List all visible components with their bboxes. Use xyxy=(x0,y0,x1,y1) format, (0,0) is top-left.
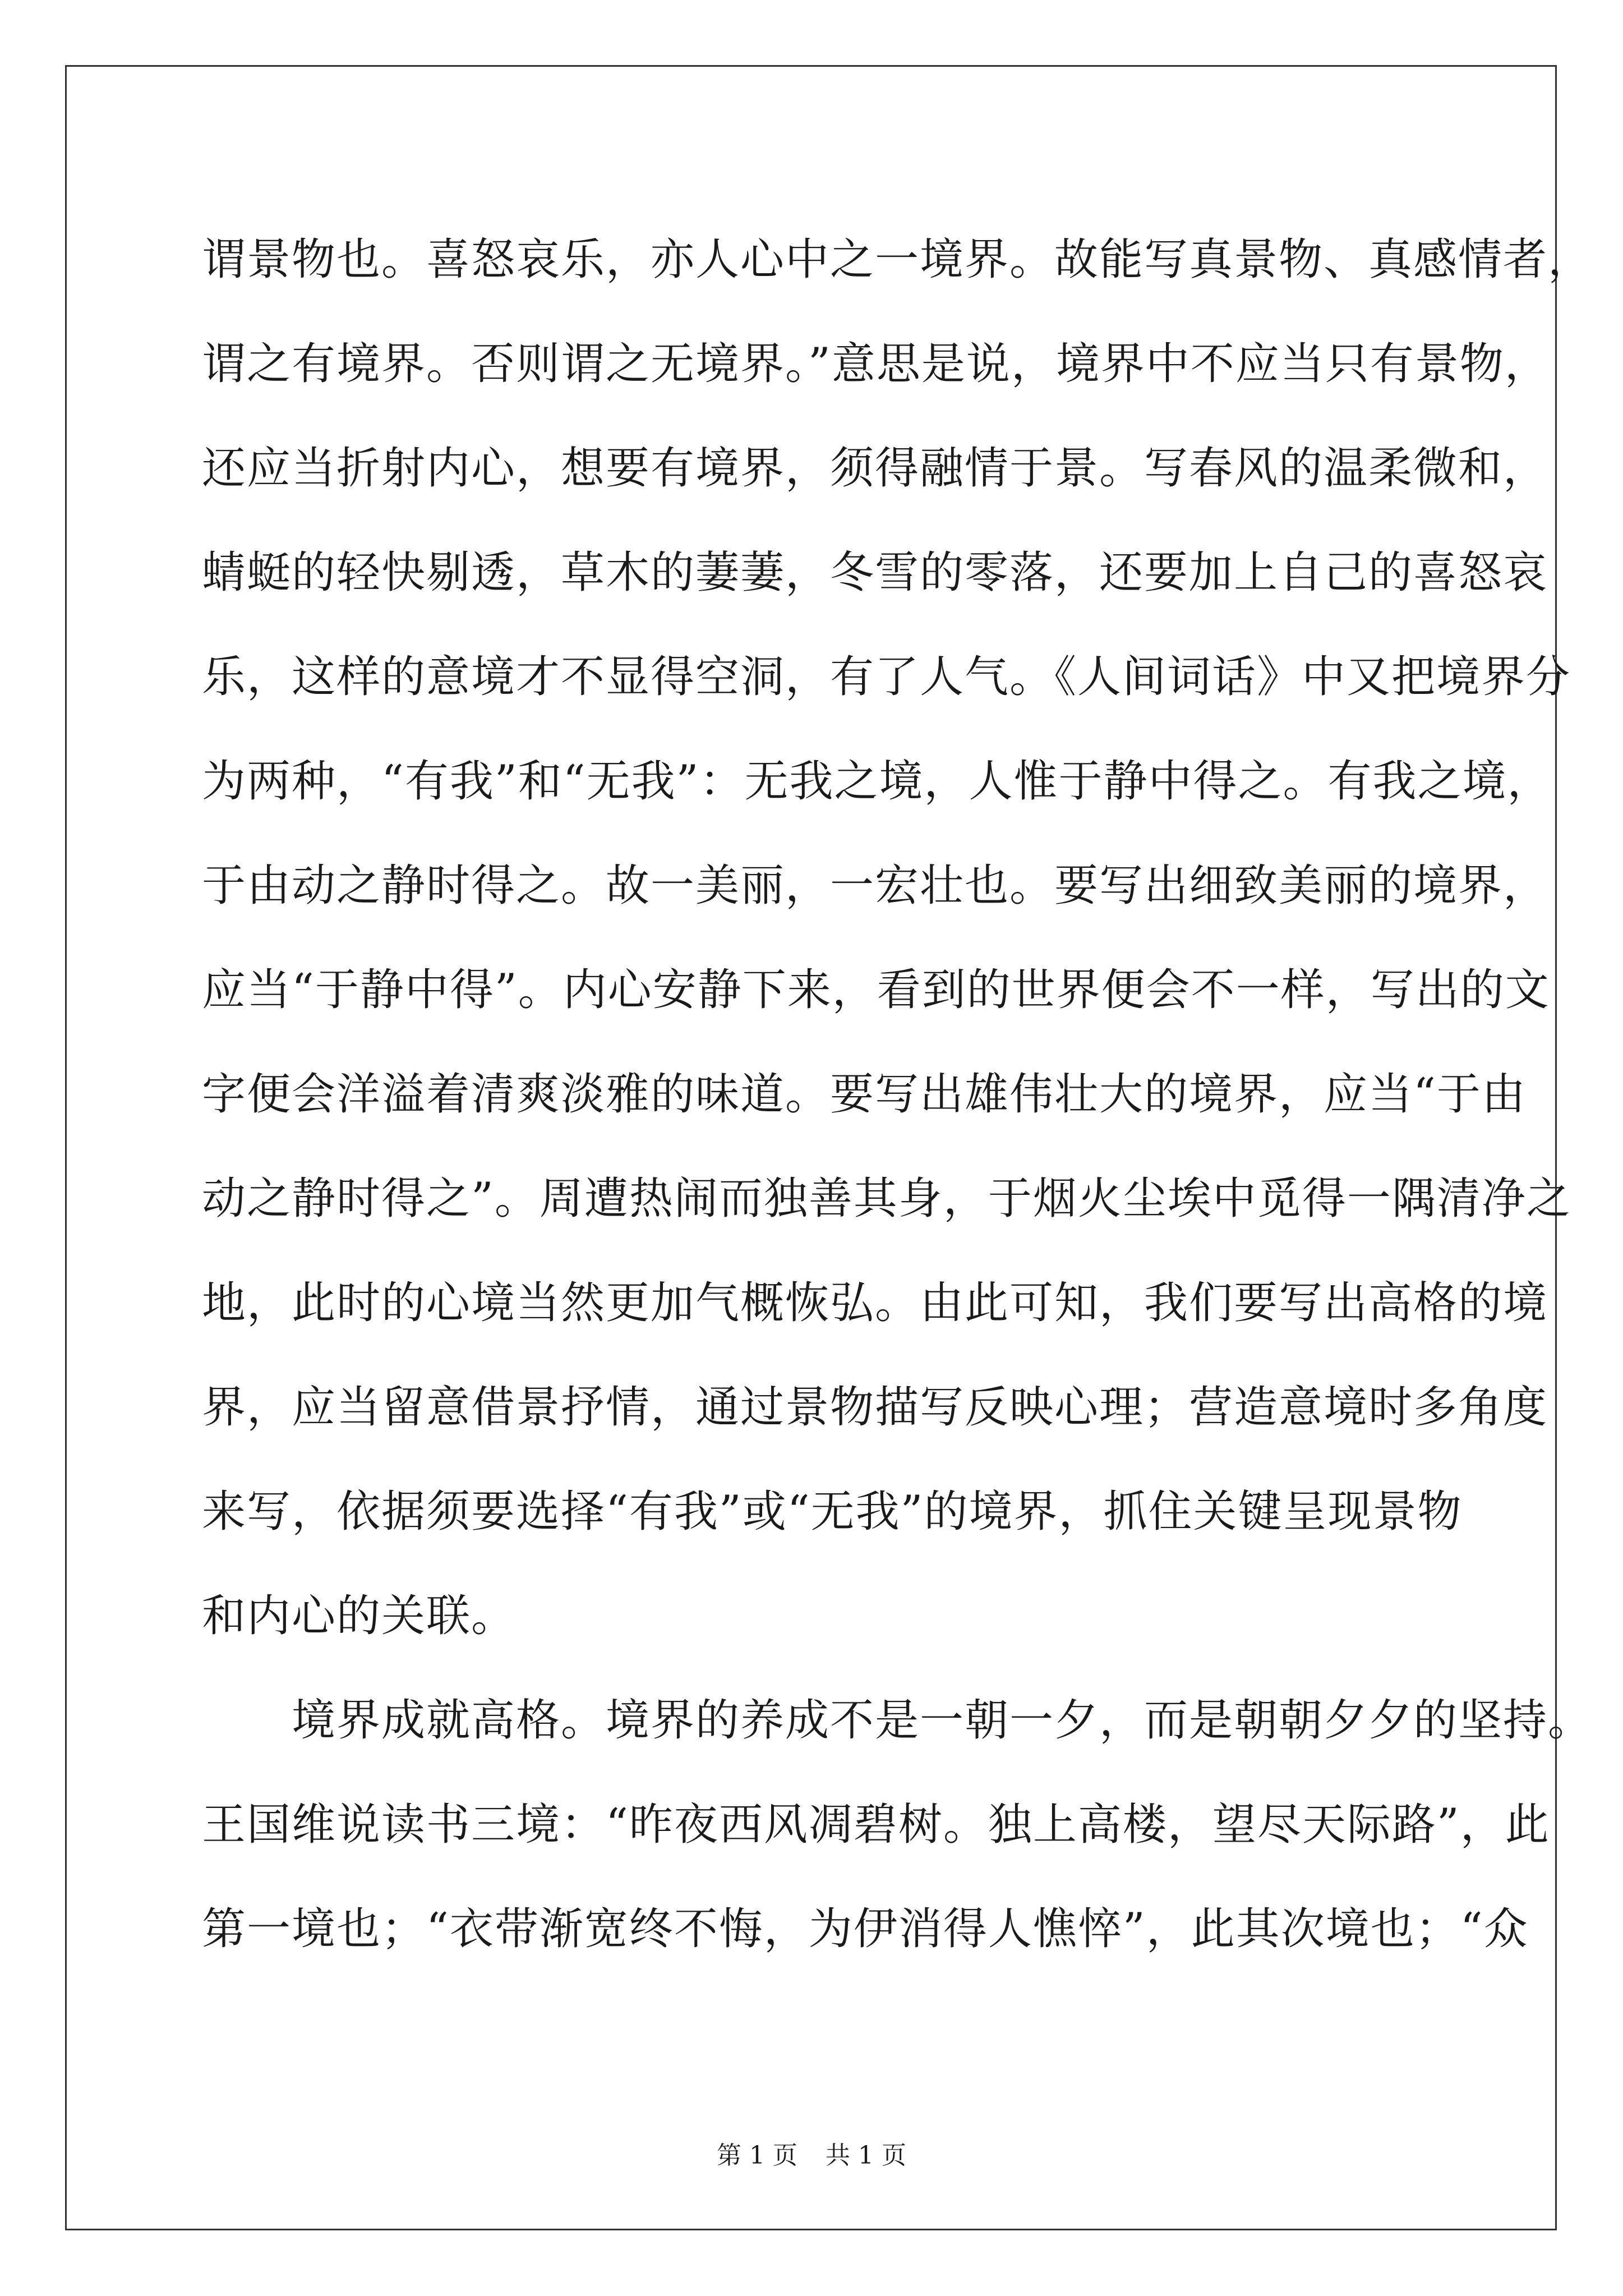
text-line: 谓景物也。喜怒哀乐，亦人心中之一境界。故能写真景物、真感情者， xyxy=(202,234,1593,285)
text-line: 动之静时得之”。周遭热闹而独善其身，于烟火尘埃中觅得一隅清净之 xyxy=(202,1174,1571,1224)
text-line: 王国维说读书三境：“昨夜西风凋碧树。独上高楼，望尽天际路”，此 xyxy=(202,1800,1550,1850)
page-footer xyxy=(0,2135,1623,2171)
page-number: 第 1 页 xyxy=(717,2141,797,2170)
text-line: 蜻蜓的轻快剔透，草木的萋萋，冬雪的零落，还要加上自己的喜怒哀 xyxy=(202,547,1548,598)
text-line: 乐，这样的意境才不显得空洞，有了人气。《人间词话》中又把境界分 xyxy=(202,652,1571,702)
text-line: 还应当折射内心，想要有境界，须得融情于景。写春风的温柔微和， xyxy=(202,443,1548,494)
document-body xyxy=(202,208,1593,1981)
text-line: 和内心的关联。 xyxy=(202,1591,517,1641)
text-line: 字便会洋溢着清爽淡雅的味道。要写出雄伟壮大的境界，应当“于由 xyxy=(202,1069,1527,1120)
text-line: 第一境也；“衣带渐宽终不悔，为伊消得人憔悴”，此其次境也；“众 xyxy=(202,1904,1529,1954)
text-line: 地，此时的心境当然更加气概恢弘。由此可知，我们要写出高格的境 xyxy=(202,1278,1548,1328)
paragraph-first-line: 境界成就高格。境界的养成不是一朝一夕，而是朝朝夕夕的坚持。 xyxy=(292,1695,1593,1746)
text-line: 谓之有境界。否则谓之无境界。”意思是说，境界中不应当只有景物， xyxy=(202,339,1550,389)
page-total: 共 1 页 xyxy=(826,2141,906,2170)
text-line: 界，应当留意借景抒情，通过景物描写反映心理；营造意境时多角度 xyxy=(202,1382,1548,1433)
text-line: 来写，依据须要选择“有我”或“无我”的境界，抓住关键呈现景物 xyxy=(202,1487,1463,1537)
text-line: 应当“于静中得”。内心安静下来，看到的世界便会不一样，写出的文 xyxy=(202,965,1550,1015)
text-line: 于由动之静时得之。故一美丽，一宏壮也。要写出细致美丽的境界， xyxy=(202,861,1548,911)
text-line: 为两种，“有我”和“无我”：无我之境，人惟于静中得之。有我之境， xyxy=(202,756,1552,807)
